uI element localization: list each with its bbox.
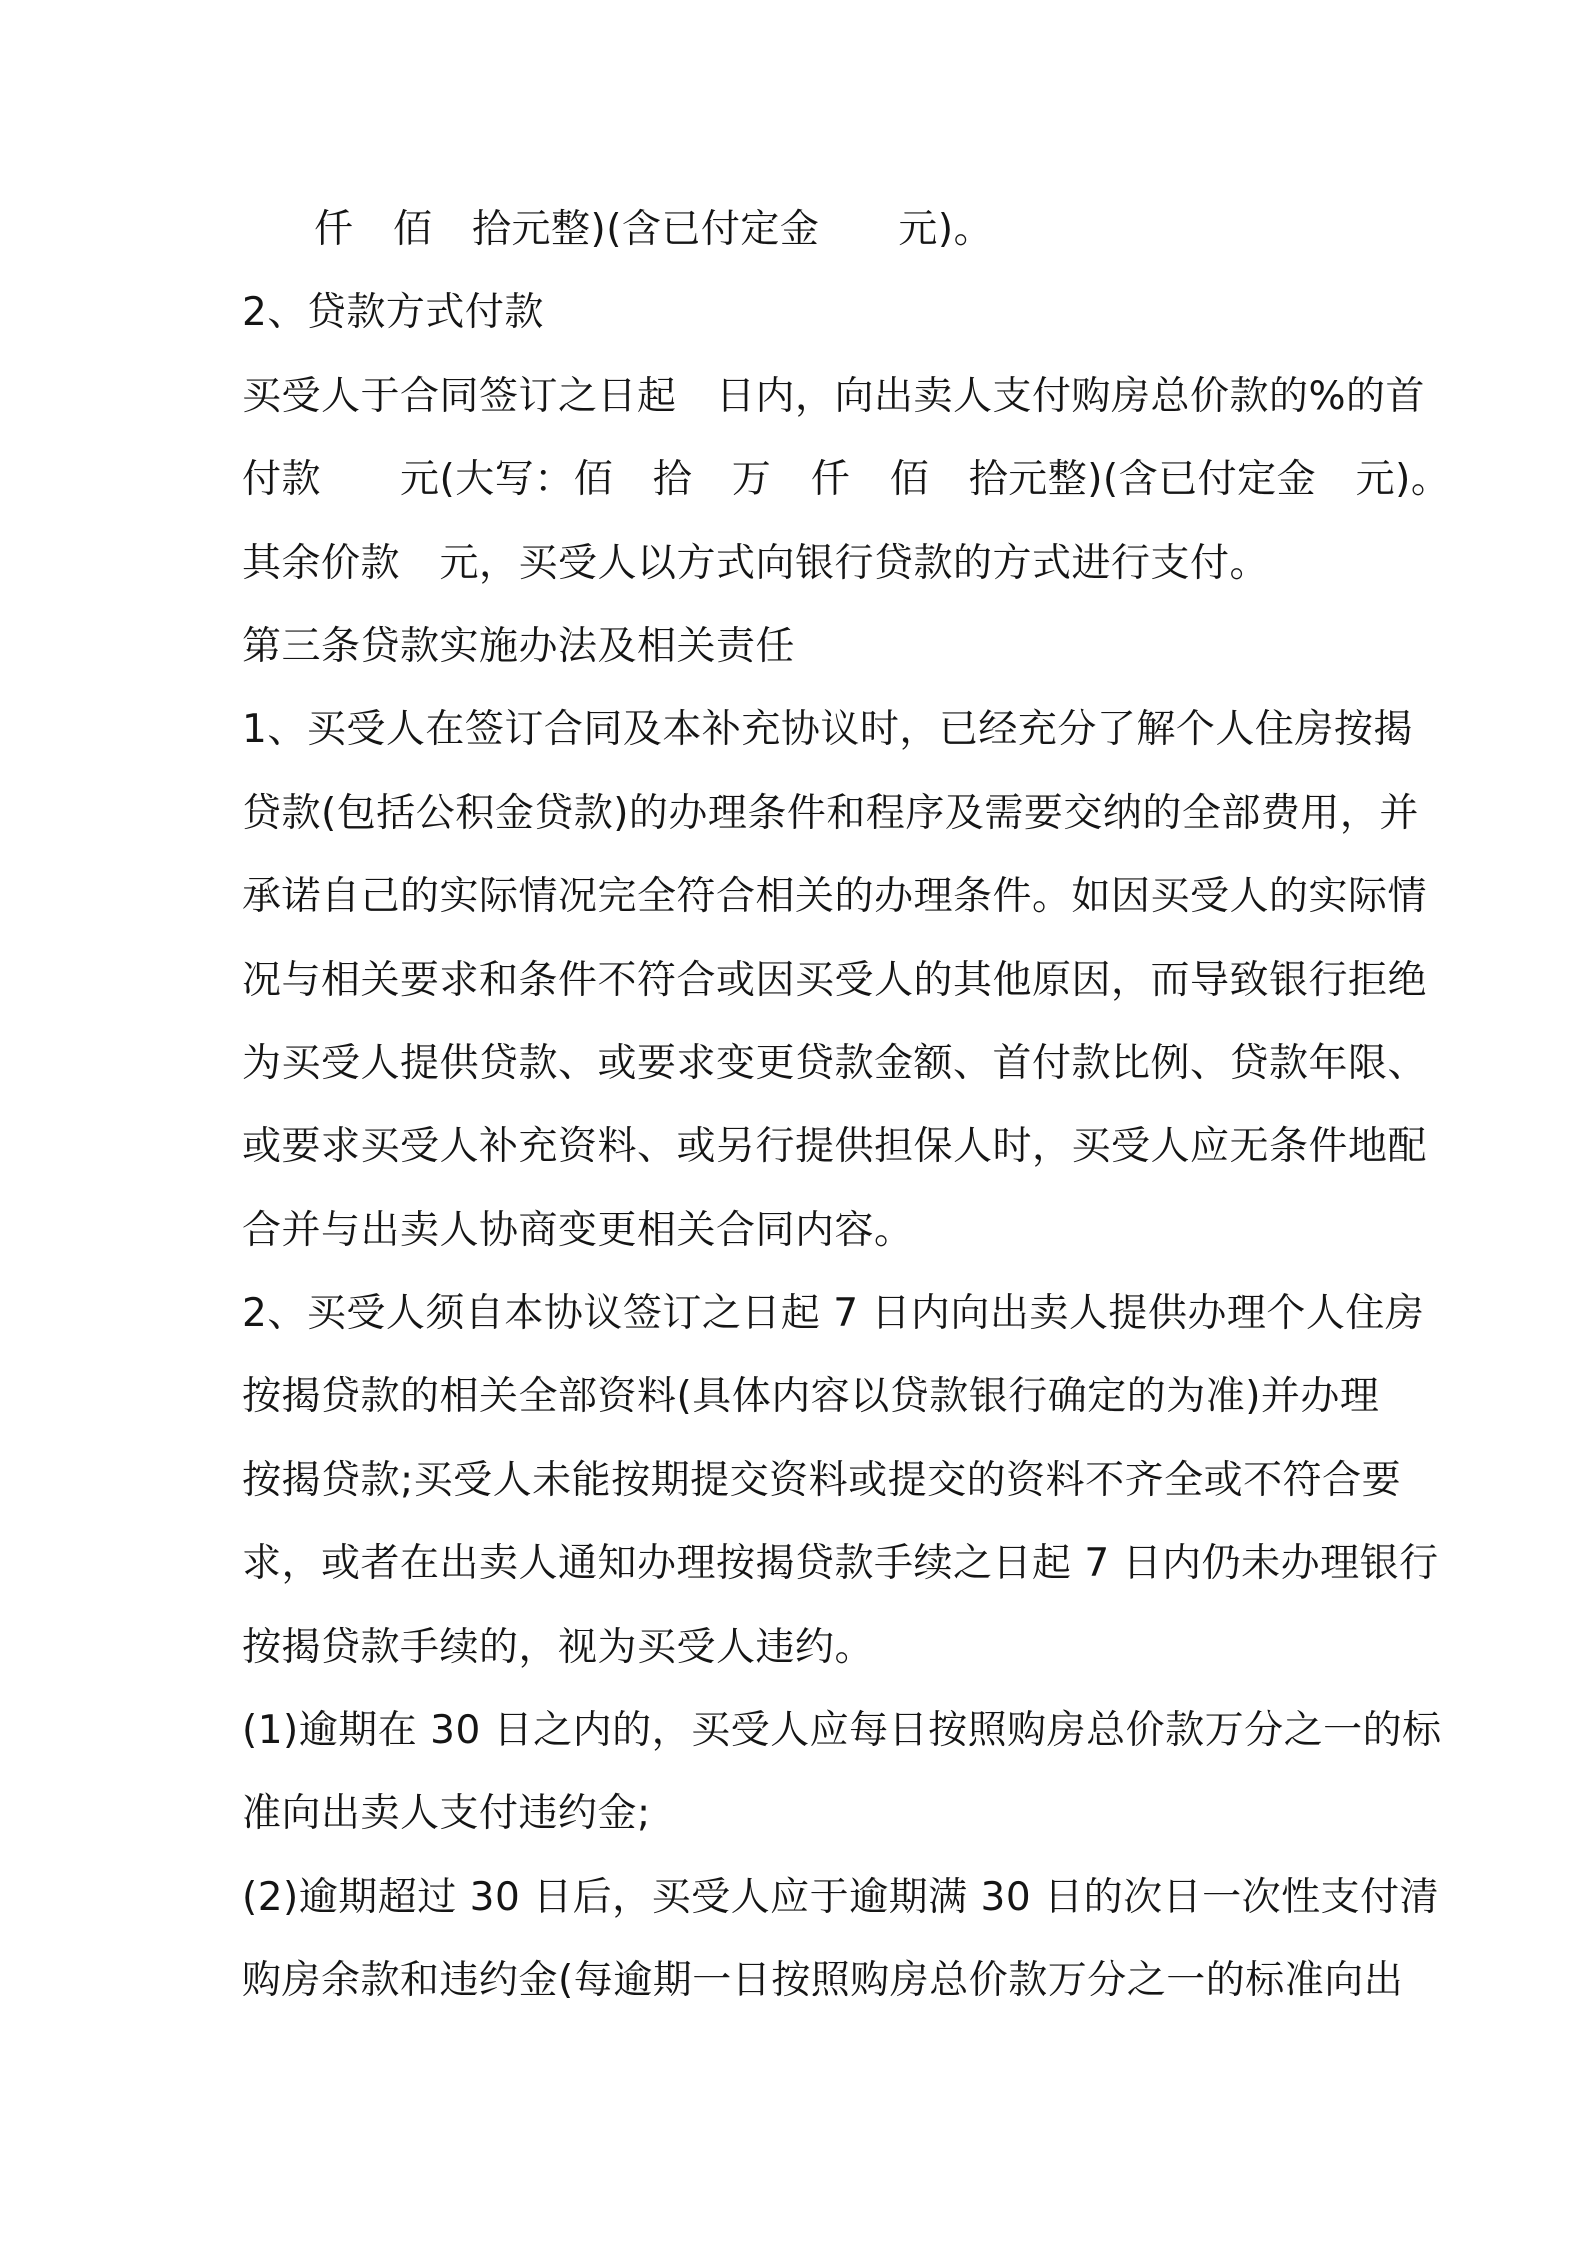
text-line: 求，或者在出卖人通知办理按揭贷款手续之日起 7 日内仍未办理银行 <box>242 1541 1439 1587</box>
text-line: 2、买受人须自本协议签订之日起 7 日内向出卖人提供办理个人住房 <box>242 1291 1425 1337</box>
text-line: 买受人于合同签订之日起 日内，向出卖人支付购房总价款的%的首 <box>242 373 1426 419</box>
section-heading: 2、贷款方式付款 <box>242 290 544 336</box>
text-line: 付款 元(大写：佰 拾 万 仟 佰 拾元整)(含已付定金 元)。 <box>242 457 1451 503</box>
text-line: (2)逾期超过 30 日后，买受人应于逾期满 30 日的次日一次性支付清 <box>242 1874 1440 1920</box>
text-line: 合并与出卖人协商变更相关合同内容。 <box>242 1207 914 1253</box>
text-line: 按揭贷款手续的，视为买受人违约。 <box>242 1624 875 1670</box>
text-line: 准向出卖人支付违约金; <box>242 1791 651 1837</box>
text-line: 购房余款和违约金(每逾期一日按照购房总价款万分之一的标准向出 <box>242 1958 1404 2004</box>
text-line: 为买受人提供贷款、或要求变更贷款金额、首付款比例、贷款年限、 <box>242 1040 1428 1086</box>
text-line: 贷款(包括公积金贷款)的办理条件和程序及需要交纳的全部费用，并 <box>242 790 1419 836</box>
contract-body <box>242 195 1451 2030</box>
text-line: 1、买受人在签订合同及本补充协议时，已经充分了解个人住房按揭 <box>242 707 1413 753</box>
text-line: 按揭贷款的相关全部资料(具体内容以贷款银行确定的为准)并办理 <box>242 1374 1380 1420</box>
text-line: (1)逾期在 30 日之内的，买受人应每日按照购房总价款万分之一的标 <box>242 1708 1442 1754</box>
text-line: 或要求买受人补充资料、或另行提供担保人时，买受人应无条件地配 <box>242 1124 1428 1170</box>
text-line: 况与相关要求和条件不符合或因买受人的其他原因，而导致银行拒绝 <box>242 957 1428 1003</box>
text-line: 仟 佰 拾元整)(含已付定金 元)。 <box>314 207 994 252</box>
text-line: 按揭贷款;买受人未能按期提交资料或提交的资料不齐全或不符合要 <box>242 1457 1402 1503</box>
text-line: 其余价款 元，买受人以方式向银行贷款的方式进行支付。 <box>242 540 1270 586</box>
article-heading: 第三条贷款实施办法及相关责任 <box>242 623 796 669</box>
text-line: 承诺自己的实际情况完全符合相关的办理条件。如因买受人的实际情 <box>242 874 1428 920</box>
